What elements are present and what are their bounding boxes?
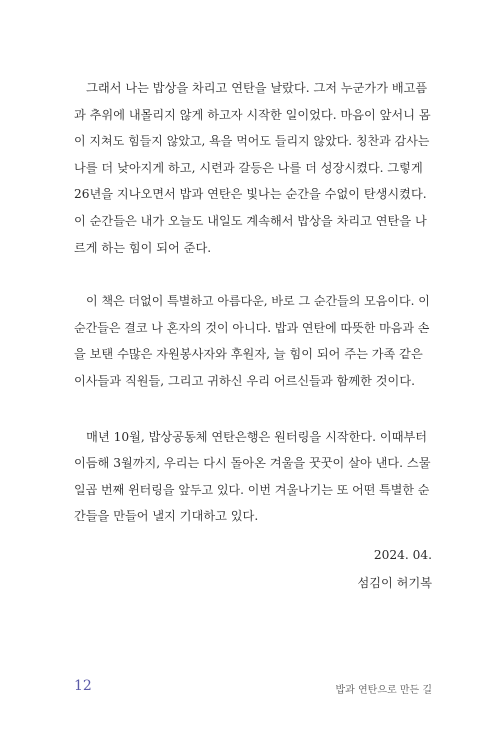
page-number: 12 <box>74 678 92 694</box>
signature-date: 2024. 04. <box>373 548 432 562</box>
running-title: 밥과 연탄으로 만든 길 <box>335 685 432 696</box>
text-line: 르게 하는 힘이 되어 준다. <box>74 240 212 255</box>
text-line: 매년 10월, 밥상공동체 연탄은행은 원터링을 시작한다. 이때부터 <box>74 429 428 444</box>
text-line: 나를 더 낮아지게 하고, 시련과 갈등은 나를 더 성장시켰다. 그렇게 <box>74 160 423 175</box>
text-line: 이사들과 직원들, 그리고 귀하신 우리 어르신들과 함께한 것이다. <box>74 373 415 388</box>
paragraph-gap <box>74 261 432 288</box>
paragraph-3 <box>74 424 432 530</box>
text-line: 이 지쳐도 힘들지 않았고, 욕을 먹어도 들리지 않았다. 칭찬과 감사는 <box>74 134 430 149</box>
text-line: 일곱 번째 윈터링을 앞두고 있다. 이번 겨울나기는 또 어떤 특별한 순 <box>74 482 430 497</box>
text-line: 이 책은 더없이 특별하고 아름다운, 바로 그 순간들의 모음이다. 이 <box>74 294 430 309</box>
signature-name: 섬김이 허기복 <box>357 576 432 590</box>
text-line: 이 순간들은 내가 오늘도 내일도 계속해서 밥상을 차리고 연탄을 나 <box>74 213 427 228</box>
text-line: 순간들은 결코 나 혼자의 것이 아니다. 밥과 연탄에 따뜻한 마음과 손 <box>74 320 430 335</box>
body-text <box>74 75 432 530</box>
text-line: 과 추위에 내몰리지 않게 하고자 시작한 일이었다. 마음이 앞서니 몸 <box>74 107 431 122</box>
paragraph-2 <box>74 288 432 394</box>
paragraph-1 <box>74 75 432 261</box>
text-line: 을 보탠 수많은 자원봉사자와 후원자, 늘 힘이 되어 주는 가족 같은 <box>74 347 423 362</box>
text-line: 간들을 만들어 낼지 기대하고 있다. <box>74 509 259 524</box>
paragraph-gap <box>74 395 432 424</box>
text-line: 이듬해 3월까지, 우리는 다시 돌아온 겨울을 꿋꿋이 살아 낸다. 스물 <box>74 456 431 471</box>
text-line: 26년을 지나오면서 밥과 연탄은 빛나는 순간을 수없이 탄생시켰다. <box>74 187 427 202</box>
text-line: 그래서 나는 밥상을 차리고 연탄을 날랐다. 그저 누군가가 배고픔 <box>74 81 428 95</box>
